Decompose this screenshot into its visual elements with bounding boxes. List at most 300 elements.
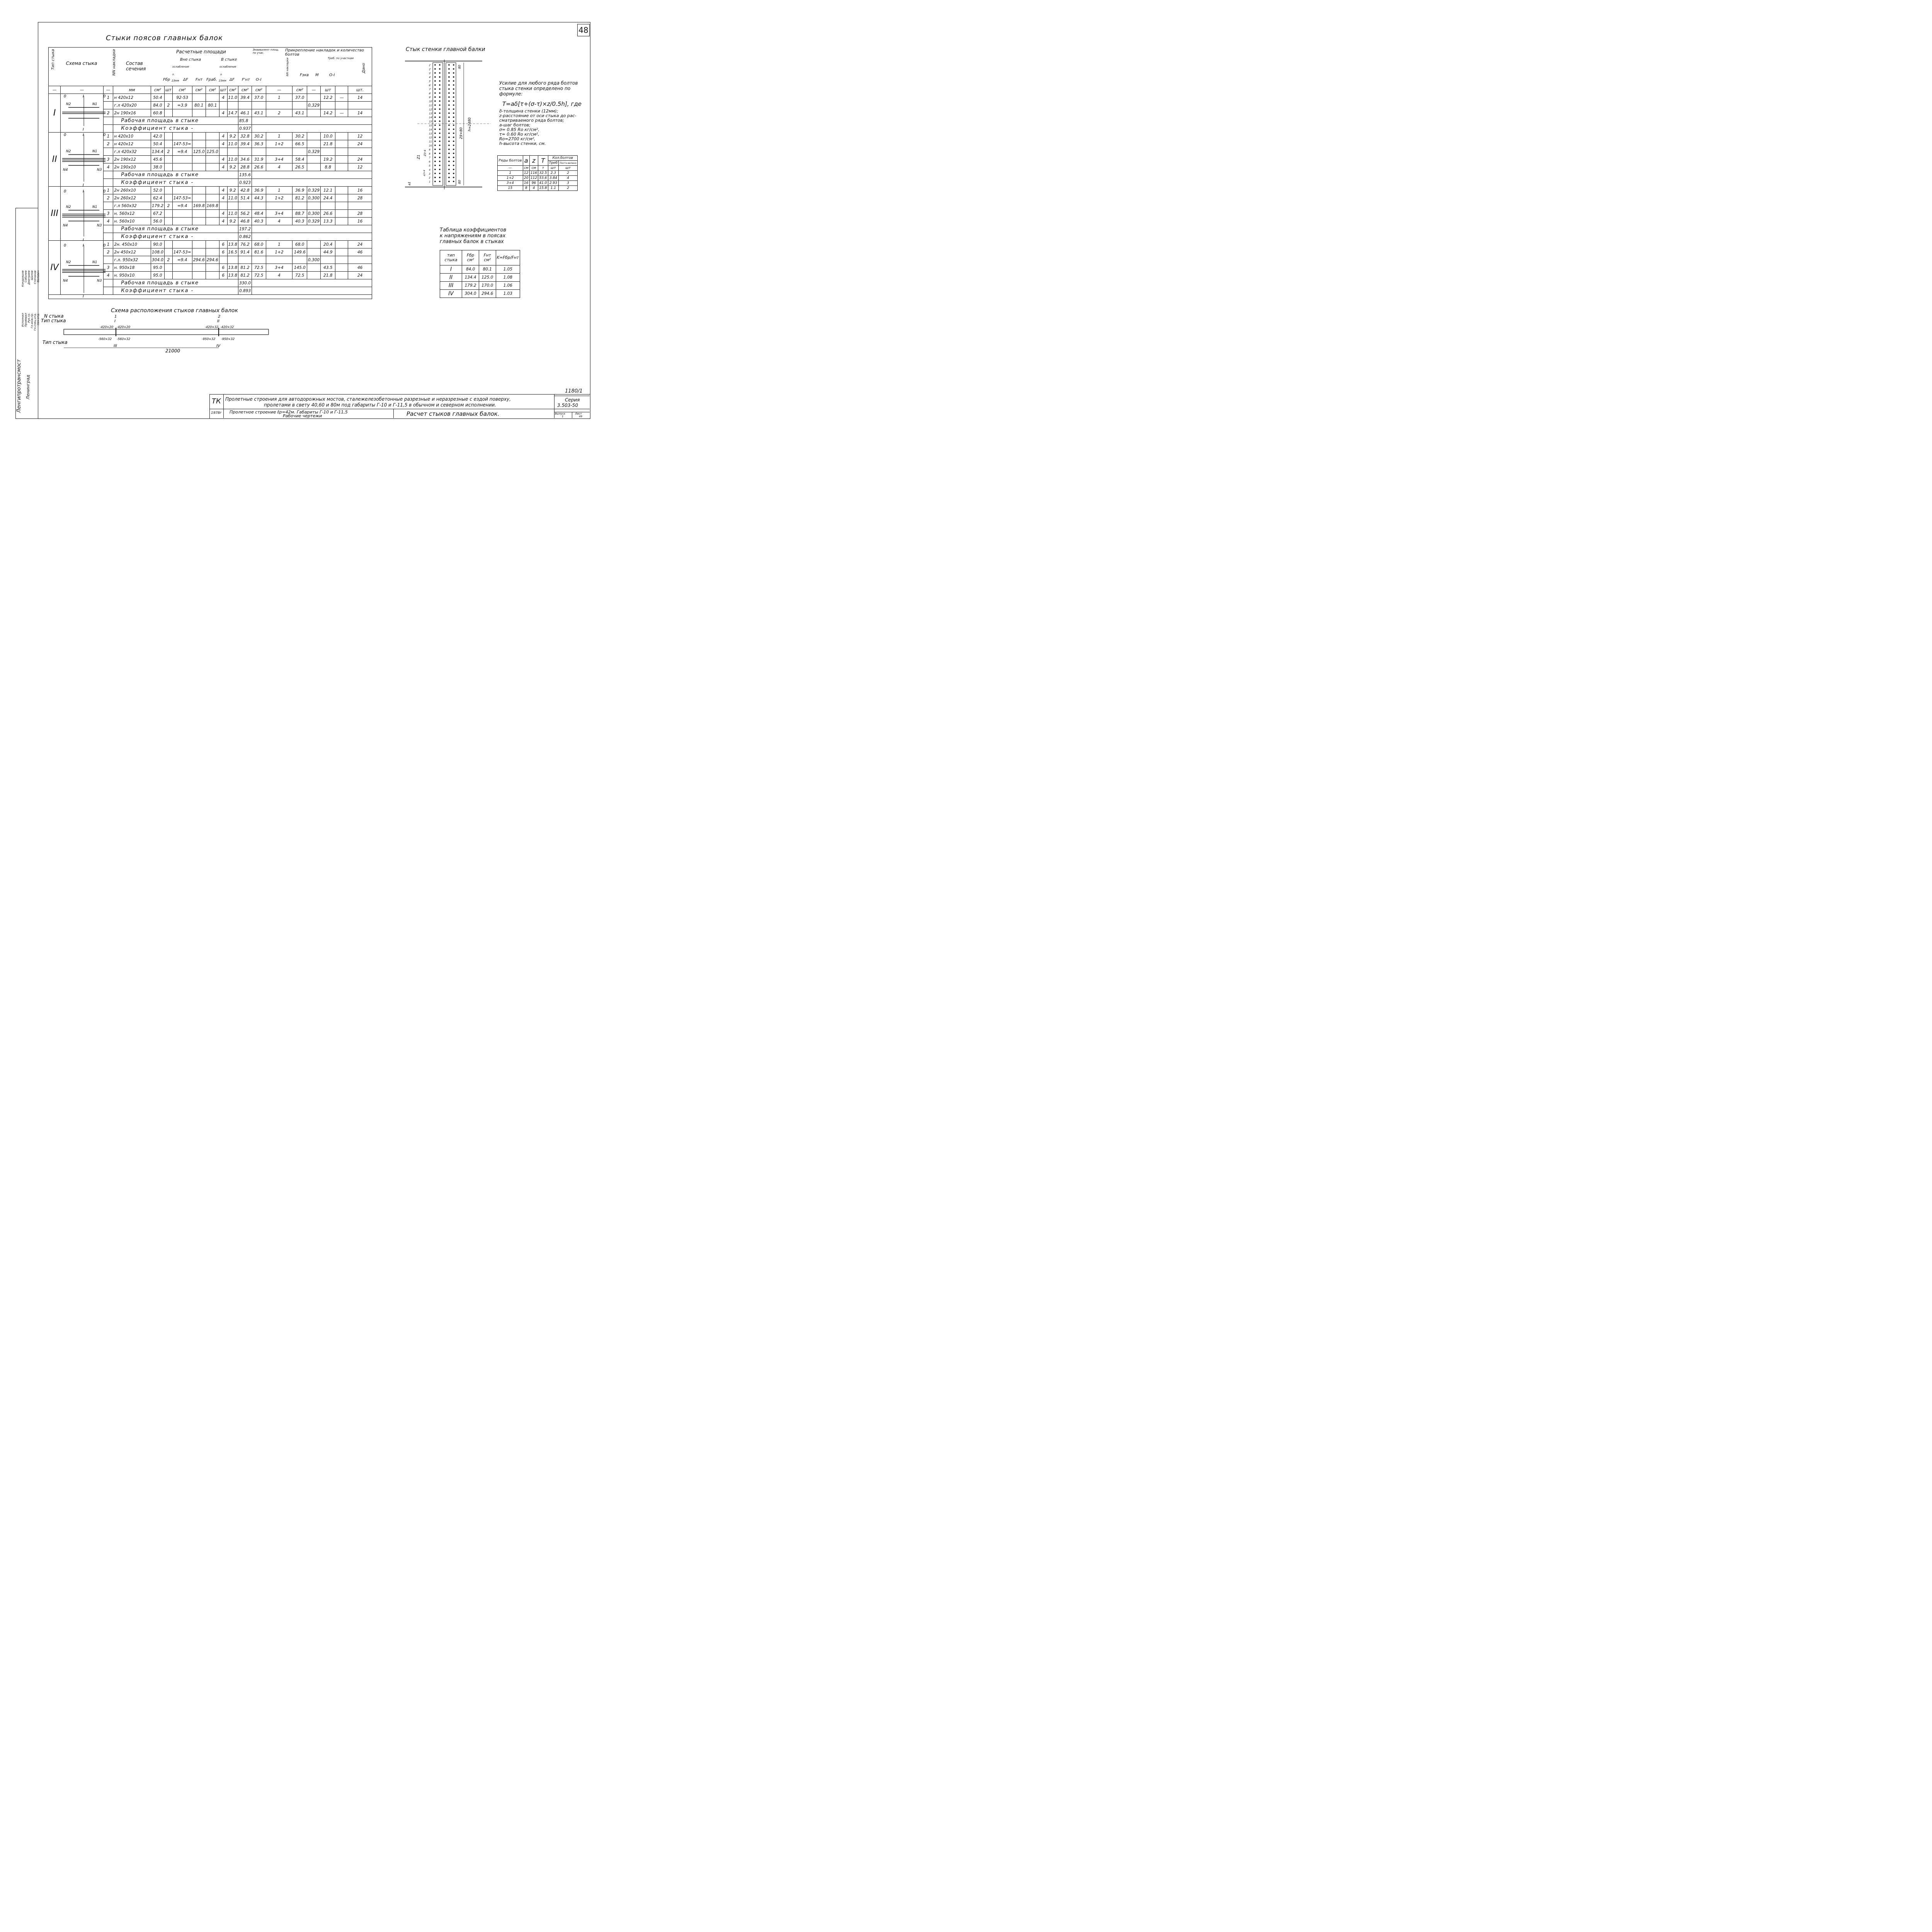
table-cell: 24 <box>348 272 372 279</box>
table-cell: 149.6 <box>293 248 307 256</box>
bolt-dot <box>448 141 450 142</box>
table-cell: 134.4 <box>151 148 164 156</box>
table-cell: 92-53 <box>172 94 192 102</box>
bolt-dot <box>439 112 440 114</box>
bolt-cell: 4 <box>559 176 578 181</box>
work-area-value: 197.2 <box>238 225 252 233</box>
table-cell <box>266 148 293 156</box>
table-cell: 1 <box>266 187 293 194</box>
table-cell: 4 <box>219 218 227 225</box>
bolt-dot <box>448 177 450 178</box>
bolt-dot <box>453 121 454 122</box>
stamp-role: Проверил <box>24 313 27 327</box>
coef-cell: 125.0 <box>479 274 496 282</box>
bolt-dot <box>453 177 454 178</box>
svg-text:N4: N4 <box>63 224 68 228</box>
formula-line: τ= 0.60 Ro кг/см², <box>499 132 539 137</box>
unit-cell: шт <box>164 86 172 94</box>
svg-text:0: 0 <box>103 243 106 248</box>
table-cell <box>192 210 206 218</box>
table-cell <box>206 94 219 102</box>
header-attach: Прикрепление накладок и количество болтов <box>285 48 364 57</box>
stamp-code: 1180/1 <box>565 388 583 394</box>
header-scheme: Схема стыка <box>66 61 97 66</box>
table-cell: 51.4 <box>238 194 252 202</box>
svg-text:1: 1 <box>429 180 430 184</box>
coef-value: 0.923 <box>238 179 252 187</box>
bolt-table <box>497 155 578 191</box>
svg-text:I: I <box>114 319 116 323</box>
table-cell: 3 <box>103 156 113 163</box>
svg-text:-950×32: -950×32 <box>221 337 235 341</box>
table-cell <box>335 163 348 171</box>
table-cell: 11.0 <box>227 194 238 202</box>
table-cell: 81.2 <box>238 264 252 272</box>
bolt-dot <box>439 136 440 138</box>
bolt-cell: 2 <box>559 171 578 176</box>
svg-text:80: 80 <box>458 65 461 69</box>
table-cell: 3+4 <box>266 264 293 272</box>
table-cell: 0.300 <box>307 194 321 202</box>
svg-text:a3+4: a3+4 <box>423 170 426 176</box>
bolt-dot <box>448 145 450 146</box>
stamp-year: 1978г <box>211 411 222 415</box>
table-cell: 37.0 <box>293 94 307 102</box>
table-cell: 4 <box>219 94 227 102</box>
table-cell: 147-53= <box>172 248 192 256</box>
unit-cell: — <box>49 86 61 94</box>
table-cell <box>321 202 335 210</box>
svg-text:N3: N3 <box>97 279 102 283</box>
table-cell: 24 <box>348 140 372 148</box>
coef-cell: IV <box>440 290 462 298</box>
stamp-series-label: Серия <box>565 397 580 403</box>
bolt-header-rows: Ряды болтов <box>498 156 523 166</box>
svg-text:1: 1 <box>114 315 117 319</box>
table-cell: 169.8 <box>206 202 219 210</box>
bolt-dot <box>453 109 454 110</box>
table-cell <box>335 210 348 218</box>
table-cell: 12.2 <box>321 94 335 102</box>
table-cell <box>164 248 172 256</box>
bolt-cell: 15 <box>498 186 523 191</box>
table-cell <box>335 256 348 264</box>
bolt-dot <box>434 80 436 82</box>
bolt-dot <box>448 124 450 126</box>
bolt-dot <box>434 141 436 142</box>
svg-text:8': 8' <box>429 92 431 95</box>
bolt-dot <box>434 149 436 150</box>
table-cell <box>348 256 372 264</box>
table-cell <box>219 202 227 210</box>
svg-text:0: 0 <box>64 189 66 194</box>
table-cell: — <box>335 94 348 102</box>
table-cell <box>192 94 206 102</box>
bolt-unit-cell: см <box>529 166 538 171</box>
svg-text:0: 0 <box>103 94 106 99</box>
table-cell: г.л 560x32 <box>113 202 151 210</box>
bolt-dot <box>434 112 436 114</box>
table-cell <box>192 156 206 163</box>
table-cell: 1+2 <box>266 140 293 148</box>
svg-text:11: 11 <box>429 140 432 143</box>
table-cell <box>252 148 266 156</box>
bolt-dot <box>453 181 454 182</box>
work-area-label: Рабочая площадь в стыке <box>113 117 238 125</box>
svg-text:29×80: 29×80 <box>459 127 463 139</box>
unit-cell: — <box>61 86 104 94</box>
joint-type-cell: II <box>49 133 61 187</box>
table-cell: 68.0 <box>293 241 307 248</box>
coef-cell: 179.2 <box>462 282 479 290</box>
table-cell: 32.8 <box>238 133 252 140</box>
bolt-cell: 32.5 <box>538 171 548 176</box>
formula-line: h-высота стенки, см. <box>499 141 546 146</box>
table-cell <box>321 102 335 109</box>
coef-label: Коэффициент стыка - <box>113 125 238 133</box>
bolt-dot <box>439 88 440 90</box>
table-cell: 6 <box>219 248 227 256</box>
bolt-dot <box>434 153 436 154</box>
table-cell: 16 <box>348 187 372 194</box>
bolt-dot <box>434 173 436 174</box>
bolt-dot <box>448 169 450 170</box>
table-cell: =3.9 <box>172 102 192 109</box>
web-joint-drawing <box>394 58 495 197</box>
coef-header-type: тип стыка <box>440 250 462 265</box>
coef-cell: 1.08 <box>496 274 520 282</box>
joint-scheme-1 <box>62 94 105 132</box>
bolt-row <box>498 181 578 186</box>
table-cell <box>293 148 307 156</box>
table-cell: 95.0 <box>151 264 164 272</box>
formula-intro-1: Усилие для любого ряда болтов <box>499 80 578 86</box>
table-cell: 67.2 <box>151 210 164 218</box>
bolt-dot <box>439 84 440 86</box>
table-cell: н 420x10 <box>113 133 151 140</box>
coef-header-fnt: Fнт см² <box>479 250 496 265</box>
bolt-dot <box>434 116 436 118</box>
bolt-unit-cell: — <box>498 166 523 171</box>
table-cell: 28 <box>348 194 372 202</box>
table-cell: 0.329 <box>307 102 321 109</box>
svg-text:13: 13 <box>429 132 432 135</box>
web-joint-title: Стык стенки главной балки <box>406 46 485 53</box>
formula-main: T=aδ[τ+(σ-τ)×z/0.5h], где <box>502 100 582 107</box>
bolt-dot <box>453 153 454 154</box>
table-cell: 26.5 <box>293 163 307 171</box>
bolt-dot <box>453 112 454 114</box>
blank-cell <box>252 225 372 233</box>
table-cell: 46 <box>348 248 372 256</box>
stamp-list: 49 <box>579 415 582 418</box>
table-cell: =9.4 <box>172 202 192 210</box>
table-cell: 72.5 <box>252 272 266 279</box>
table-cell: 81.6 <box>252 248 266 256</box>
table-cell: 31.9 <box>252 156 266 163</box>
table-cell <box>252 102 266 109</box>
table-cell: 2н 260x12 <box>113 194 151 202</box>
table-cell: 88.7 <box>293 210 307 218</box>
bolt-dot <box>434 181 436 182</box>
svg-text:13': 13' <box>429 112 433 115</box>
bolt-dot <box>453 64 454 66</box>
bolt-dot <box>448 100 450 102</box>
coef-value: 0.862 <box>238 233 252 241</box>
table-cell: 3 <box>103 210 113 218</box>
bolt-cell: 20 <box>523 176 529 181</box>
table-cell <box>206 163 219 171</box>
bolt-dot <box>453 104 454 106</box>
blank-cell <box>252 179 372 187</box>
table-cell <box>307 272 321 279</box>
table-cell: 26.6 <box>321 210 335 218</box>
bolt-dot <box>434 121 436 122</box>
table-cell: 19.2 <box>321 156 335 163</box>
table-cell: н 420x12 <box>113 94 151 102</box>
svg-text:I: I <box>83 294 84 299</box>
coef-cell: II <box>440 274 462 282</box>
table-cell <box>335 218 348 225</box>
unit-cell: — <box>103 86 113 94</box>
svg-text:h=2480: h=2480 <box>468 117 472 131</box>
table-cell <box>348 102 372 109</box>
bolt-dot <box>434 124 436 126</box>
bolt-dot <box>453 156 454 158</box>
bolt-dot <box>448 109 450 110</box>
header-composition: Состав сечения <box>126 61 146 71</box>
svg-text:1': 1' <box>429 64 431 67</box>
bolt-dot <box>439 153 440 154</box>
svg-text:I: I <box>83 189 84 194</box>
table-cell <box>192 194 206 202</box>
table-cell <box>321 256 335 264</box>
table-cell: 4 <box>219 133 227 140</box>
svg-text:9': 9' <box>429 96 431 99</box>
bolt-dot <box>448 156 450 158</box>
svg-text:II: II <box>217 319 219 323</box>
table-cell <box>227 148 238 156</box>
table-cell: 60.8 <box>151 109 164 117</box>
table-cell: 26.6 <box>252 163 266 171</box>
table-cell: 2 <box>103 109 113 117</box>
stamp-issue-label: Выпуск <box>555 412 566 415</box>
table-cell: 91.4 <box>238 248 252 256</box>
table-cell <box>219 256 227 264</box>
bolt-row <box>498 186 578 191</box>
table-cell: 30.2 <box>293 133 307 140</box>
table-cell: 39.4 <box>238 94 252 102</box>
table-cell: 58.4 <box>293 156 307 163</box>
table-cell: 3 <box>103 264 113 272</box>
table-cell <box>192 187 206 194</box>
bolt-dot <box>439 64 440 66</box>
bolt-header-z: z <box>529 156 538 166</box>
table-cell: г.л 420x20 <box>113 102 151 109</box>
formula-line: σ= 0.85 Ro кг/см², <box>499 127 539 132</box>
header-equiv: Эквивалент площ. по учас. <box>253 48 279 54</box>
header-given: Дано <box>362 63 366 73</box>
table-cell <box>206 264 219 272</box>
table-cell: 21.8 <box>321 272 335 279</box>
bolt-cell: 41.0 <box>538 181 548 186</box>
table-cell: 16.5 <box>227 248 238 256</box>
bolt-cell: 112 <box>529 176 538 181</box>
table-cell: 80.1 <box>192 102 206 109</box>
bolt-cell: 53.6 <box>538 176 548 181</box>
svg-text:2: 2 <box>429 177 430 180</box>
bolt-dot <box>434 177 436 178</box>
table-cell: 2н 260x10 <box>113 187 151 194</box>
stamp-role: Нач.отд. <box>37 313 40 325</box>
bolt-unit-cell: шт <box>559 166 578 171</box>
header-n: n <box>172 73 174 76</box>
svg-text:-560×32: -560×32 <box>117 337 131 341</box>
table-cell: 30.2 <box>252 133 266 140</box>
table-cell: 21.8 <box>321 140 335 148</box>
table-cell <box>172 272 192 279</box>
bolt-dot <box>434 165 436 166</box>
header-required: Треб. по участкам <box>328 57 354 60</box>
table-cell: 0.329 <box>307 218 321 225</box>
table-cell <box>335 248 348 256</box>
coef-title-3: главных балок в стыках <box>440 239 504 245</box>
table-cell: 50.4 <box>151 140 164 148</box>
unit-cell: см² <box>227 86 238 94</box>
table-cell: 2н 190x10 <box>113 163 151 171</box>
table-cell <box>348 148 372 156</box>
bolt-dot <box>434 109 436 110</box>
svg-text:III: III <box>114 344 117 348</box>
table-cell: 9.2 <box>227 163 238 171</box>
bolt-dot <box>439 169 440 170</box>
bolt-dot <box>453 116 454 118</box>
table-cell: 2н 190x16 <box>113 109 151 117</box>
bolt-dot <box>434 169 436 170</box>
table-cell: 16 <box>348 218 372 225</box>
svg-text:12: 12 <box>429 136 432 139</box>
bolt-dot <box>434 72 436 74</box>
stamp-list-label: Лист <box>575 412 582 415</box>
stamp-role: Гл.спец.отд. <box>34 313 37 331</box>
header-fbr: Fбр <box>163 78 170 82</box>
table-cell <box>266 102 293 109</box>
table-cell: 72.5 <box>252 264 266 272</box>
header-df: ΔF <box>183 78 188 82</box>
bolt-header-set: Поста вилено <box>559 161 578 166</box>
bolt-dot <box>448 72 450 74</box>
svg-text:N3: N3 <box>97 224 102 228</box>
svg-text:I: I <box>83 94 84 99</box>
table-cell: 6 <box>219 264 227 272</box>
blank-cell <box>252 279 372 287</box>
table-cell: г.л. 950x32 <box>113 256 151 264</box>
svg-text:N1: N1 <box>92 260 97 264</box>
table-cell: 11.0 <box>227 140 238 148</box>
table-cell: 20.4 <box>321 241 335 248</box>
svg-text:Z1: Z1 <box>417 155 421 159</box>
bolt-dot <box>448 129 450 130</box>
formula-line: δ-толщина стенки (12мм); <box>499 109 558 114</box>
bolt-dot <box>448 116 450 118</box>
table-cell: 125.0 <box>206 148 219 156</box>
blank-cell <box>252 233 372 241</box>
bolt-dot <box>453 124 454 126</box>
table-cell: 6 <box>219 241 227 248</box>
svg-text:21000: 21000 <box>165 348 180 354</box>
table-cell: 2 <box>164 148 172 156</box>
table-cell: 46.1 <box>238 109 252 117</box>
table-cell: 2н. 450x10 <box>113 241 151 248</box>
bolt-dot <box>434 161 436 162</box>
table-cell: 4 <box>266 218 293 225</box>
svg-text:8: 8 <box>429 152 430 155</box>
svg-text:N стыка: N стыка <box>44 314 64 319</box>
stamp-series: 3.503-50 <box>557 403 578 408</box>
table-cell: 28 <box>348 210 372 218</box>
svg-text:14: 14 <box>429 128 432 131</box>
header-fnt: Fнт <box>196 78 203 82</box>
bolt-cell: 16 <box>523 181 529 186</box>
coef-cell: 80.1 <box>479 265 496 274</box>
table-cell: 81.2 <box>238 272 252 279</box>
svg-text:N1: N1 <box>92 205 97 209</box>
work-area-value: 135.6 <box>238 171 252 179</box>
svg-text:3': 3' <box>429 72 431 75</box>
table-cell: 56.2 <box>238 210 252 218</box>
bolt-cell: 15.8 <box>538 186 548 191</box>
table-cell <box>227 256 238 264</box>
header-23mm: 23мм <box>172 79 179 82</box>
table-cell <box>307 140 321 148</box>
bolt-dot <box>439 124 440 126</box>
coef-cell: 84.0 <box>462 265 479 274</box>
table-cell <box>307 133 321 140</box>
table-cell <box>192 163 206 171</box>
table-cell <box>335 133 348 140</box>
svg-text:N2: N2 <box>66 150 71 153</box>
unit-cell: см² <box>206 86 219 94</box>
table-cell: 4 <box>219 140 227 148</box>
svg-text:12': 12' <box>429 108 433 111</box>
table-cell: 125.0 <box>192 148 206 156</box>
table-cell <box>206 241 219 248</box>
table-cell: 1 <box>266 241 293 248</box>
table-cell <box>164 218 172 225</box>
bolt-dot <box>439 133 440 134</box>
header-o-i2: O-I <box>329 73 335 77</box>
stamp-role: Гл.инж.пр. <box>31 313 34 328</box>
table-cell: 50.4 <box>151 94 164 102</box>
bolt-dot <box>439 80 440 82</box>
bolt-dot <box>448 68 450 70</box>
table-cell: н. 560x12 <box>113 210 151 218</box>
table-cell: 179.2 <box>151 202 164 210</box>
bolt-dot <box>434 88 436 90</box>
header-weakening: ослабление <box>172 65 189 68</box>
svg-text:-950×32: -950×32 <box>202 337 216 341</box>
table-cell <box>206 187 219 194</box>
bolt-dot <box>448 121 450 122</box>
table-cell: 0.329 <box>307 187 321 194</box>
bolt-dot <box>439 109 440 110</box>
svg-text:Z3-4: Z3-4 <box>423 150 427 156</box>
unit-cell: — <box>307 86 321 94</box>
table-cell: 4 <box>219 194 227 202</box>
table-cell <box>335 194 348 202</box>
table-cell <box>219 102 227 109</box>
coef-header-fbr: Fбр см² <box>462 250 479 265</box>
